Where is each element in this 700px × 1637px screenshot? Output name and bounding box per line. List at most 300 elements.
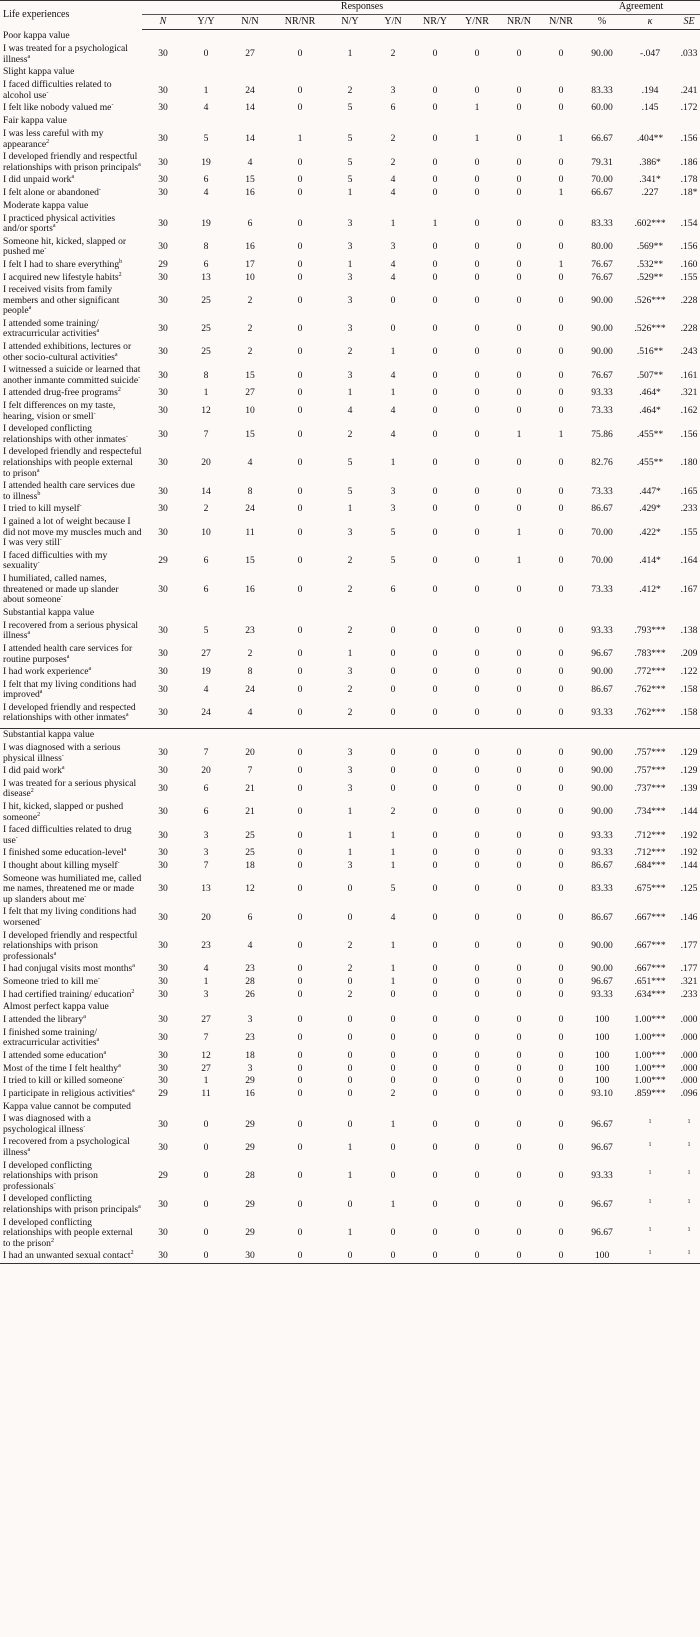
table-cell: 2 xyxy=(390,133,396,145)
table-cell: 0 xyxy=(558,648,564,660)
table-cell: .158 xyxy=(680,707,698,719)
experience-label xyxy=(0,259,142,272)
experience-label xyxy=(0,387,142,400)
table-cell: 0 xyxy=(516,174,522,186)
table-row xyxy=(0,102,700,115)
table-cell: 0 xyxy=(474,156,480,168)
table-cell xyxy=(678,1113,700,1136)
table-cell: 0 xyxy=(297,186,303,198)
table-cell: 3 xyxy=(390,84,396,96)
experience-text: I developed friendly and respectful relationships with prison professionals xyxy=(3,929,138,962)
table-cell: 0 xyxy=(297,405,303,417)
kappa-section-row xyxy=(0,607,700,620)
table-cell: 0 xyxy=(297,783,303,795)
table-cell: 29 xyxy=(245,1227,255,1239)
table-cell: 0 xyxy=(516,1170,522,1182)
table-row xyxy=(0,1160,700,1194)
table-cell: 0 xyxy=(558,806,564,818)
column-header: NR/NR xyxy=(272,15,328,30)
table-cell: 6 xyxy=(203,583,209,595)
table-cell: 4 xyxy=(390,258,396,270)
footnote-marker: a xyxy=(88,665,92,672)
table-cell: 0 xyxy=(297,457,303,469)
table-cell: 13 xyxy=(201,271,211,283)
table-cell: 10 xyxy=(201,526,211,538)
table-cell: 4 xyxy=(347,405,353,417)
table-cell: 0 xyxy=(516,387,522,399)
table-cell: 6 xyxy=(390,102,396,114)
table-cell: 0 xyxy=(432,1087,438,1099)
table-cell: 6 xyxy=(247,217,253,229)
table-cell: 3 xyxy=(390,503,396,515)
table-cell: 0 xyxy=(432,940,438,952)
experience-text: Someone hit, kicked, slapped or pushed me xyxy=(3,235,127,258)
table-cell: 2 xyxy=(203,503,209,515)
table-cell: 0 xyxy=(390,1227,396,1239)
table-cell: 0 xyxy=(390,684,396,696)
table-cell: 0 xyxy=(390,648,396,660)
table-cell: 0 xyxy=(347,1049,353,1061)
table-cell: .734*** xyxy=(634,806,666,818)
experience-label xyxy=(0,1136,142,1159)
table-cell: 0 xyxy=(516,133,522,145)
footnote-marker: - xyxy=(59,536,62,543)
table-cell: .684*** xyxy=(634,860,666,872)
table-cell: 1 xyxy=(558,258,564,270)
table-cell: 0 xyxy=(474,1087,480,1099)
table-cell: .177 xyxy=(680,963,698,975)
footnote-marker: 1 xyxy=(687,1250,691,1257)
table-cell: 30 xyxy=(158,457,168,469)
table-cell: 6 xyxy=(203,174,209,186)
table-cell: .146 xyxy=(680,911,698,923)
table-cell: 0 xyxy=(347,1118,353,1130)
table-cell: 29 xyxy=(158,1087,168,1099)
section-label: Moderate kappa value xyxy=(3,199,89,211)
footnote-marker: a xyxy=(36,467,40,474)
table-cell: 8 xyxy=(203,241,209,253)
table-cell: .526*** xyxy=(634,323,666,335)
table-cell: 0 xyxy=(432,847,438,859)
table-cell: 30 xyxy=(158,1014,168,1026)
footnote-marker: a xyxy=(27,1146,31,1153)
table-cell: 25 xyxy=(201,323,211,335)
table-cell: 0 xyxy=(474,975,480,987)
table-cell: 0 xyxy=(474,555,480,567)
table-cell: .602*** xyxy=(634,217,666,229)
table-cell: 86.67 xyxy=(591,684,613,696)
table-cell: .178 xyxy=(680,174,698,186)
footnote-marker: - xyxy=(111,102,114,109)
table-cell: -.047 xyxy=(640,48,661,60)
table-cell: 0 xyxy=(297,684,303,696)
table-cell: .243 xyxy=(680,346,698,358)
table-cell: 0 xyxy=(516,806,522,818)
table-cell: 0 xyxy=(558,346,564,358)
table-cell: 90.00 xyxy=(591,765,613,777)
table-cell: .412* xyxy=(639,583,661,595)
table-cell: 16 xyxy=(245,583,255,595)
table-cell: 8 xyxy=(203,369,209,381)
footnote-marker: a xyxy=(27,630,31,637)
table-row xyxy=(0,1027,700,1050)
table-cell: 12 xyxy=(245,883,255,895)
table-cell: 0 xyxy=(297,806,303,818)
table-cell: 0 xyxy=(203,1141,209,1153)
experience-text: I was treated for a serious physical disease xyxy=(3,777,137,800)
table-cell: 30 xyxy=(158,1227,168,1239)
table-cell: 76.67 xyxy=(591,369,613,381)
footnote-marker: - xyxy=(93,410,96,417)
table-row xyxy=(0,1250,700,1263)
table-cell: 3 xyxy=(347,860,353,872)
table-cell: 4 xyxy=(390,271,396,283)
experience-text: I felt like nobody valued me xyxy=(3,102,112,114)
experience-text: I felt that my living conditions had worsened xyxy=(3,906,137,928)
table-cell: 0 xyxy=(347,911,353,923)
experience-label xyxy=(0,503,142,516)
table-cell: .532** xyxy=(636,258,664,270)
table-cell: 5 xyxy=(347,174,353,186)
table-row xyxy=(0,387,700,400)
table-cell: 6 xyxy=(203,555,209,567)
table-cell: 70.00 xyxy=(591,174,613,186)
table-cell: 0 xyxy=(558,829,564,841)
table-row xyxy=(0,679,700,702)
footnote-marker: a xyxy=(27,53,31,60)
table-cell: 6 xyxy=(203,806,209,818)
table-cell: 23 xyxy=(245,625,255,637)
table-row xyxy=(0,516,700,550)
experience-text: I faced difficulties with my sexuality xyxy=(3,549,108,572)
table-cell: 90.00 xyxy=(591,747,613,759)
table-cell: .793*** xyxy=(634,625,666,637)
table-cell: 0 xyxy=(297,747,303,759)
table-cell: .209 xyxy=(680,648,698,660)
table-cell: .455** xyxy=(636,428,664,440)
table-cell: 0 xyxy=(516,369,522,381)
table-cell: 4 xyxy=(203,684,209,696)
table-cell: 3 xyxy=(347,783,353,795)
experience-label xyxy=(0,643,142,666)
table-cell: 0 xyxy=(390,988,396,1000)
table-cell: .144 xyxy=(680,806,698,818)
footnote-marker: - xyxy=(61,752,64,759)
table-cell: .447* xyxy=(639,485,661,497)
experience-text: I practiced physical activities and/or sports xyxy=(3,212,116,235)
table-cell: .155 xyxy=(680,526,698,538)
footnote-marker: a xyxy=(114,351,118,358)
table-cell: 0 xyxy=(516,684,522,696)
table-cell: .675*** xyxy=(634,883,666,895)
footnote-marker: 1 xyxy=(648,1141,652,1148)
table-cell: 0 xyxy=(474,747,480,759)
footnote-marker: - xyxy=(44,246,47,253)
table-row xyxy=(0,1088,700,1101)
table-cell: 0 xyxy=(474,1141,480,1153)
table-cell: 6 xyxy=(390,583,396,595)
table-cell: 0 xyxy=(297,1118,303,1130)
experience-label xyxy=(0,963,142,976)
table-cell: 27 xyxy=(245,387,255,399)
table-cell xyxy=(622,1193,678,1216)
kappa-section-row xyxy=(0,200,700,213)
experience-text: I had conjugal visits most months xyxy=(3,963,133,975)
table-cell: 30 xyxy=(158,186,168,198)
table-cell: 0 xyxy=(297,217,303,229)
footnote-marker: 1 xyxy=(687,1227,691,1234)
table-cell: 2 xyxy=(247,294,253,306)
table-cell: 0 xyxy=(390,666,396,678)
column-header: SE xyxy=(678,15,700,30)
table-cell: 0 xyxy=(297,648,303,660)
table-cell: 2 xyxy=(347,346,353,358)
table-cell: 93.33 xyxy=(591,1170,613,1182)
table-cell: 30 xyxy=(158,707,168,719)
table-cell: 96.67 xyxy=(591,1198,613,1210)
table-cell: 0 xyxy=(516,707,522,719)
table-cell: 0 xyxy=(516,457,522,469)
table-cell: 0 xyxy=(203,1118,209,1130)
experience-label xyxy=(0,1088,142,1101)
table-cell xyxy=(678,1136,700,1159)
table-cell: 2 xyxy=(347,684,353,696)
table-cell: 30 xyxy=(158,48,168,60)
table-cell: 5 xyxy=(347,133,353,145)
experience-label xyxy=(0,702,142,725)
table-cell: 0 xyxy=(432,783,438,795)
table-cell: 0 xyxy=(474,457,480,469)
experience-text: I tried to kill or killed someone xyxy=(3,1075,123,1087)
table-cell: .321 xyxy=(680,975,698,987)
footnote-marker: a xyxy=(138,1203,141,1210)
table-cell: .762*** xyxy=(634,684,666,696)
table-cell: .000 xyxy=(680,1049,698,1061)
table-cell: 27 xyxy=(201,648,211,660)
table-cell: .516** xyxy=(636,346,664,358)
table-cell: 0 xyxy=(516,1227,522,1239)
table-cell: 0 xyxy=(516,186,522,198)
table-cell: 30 xyxy=(158,369,168,381)
table-cell: 0 xyxy=(297,1014,303,1026)
table-cell: 0 xyxy=(432,1049,438,1061)
table-cell: 0 xyxy=(432,84,438,96)
experience-label xyxy=(0,573,142,607)
table-row xyxy=(0,873,700,907)
table-cell: 30 xyxy=(158,1062,168,1074)
table-cell: 13 xyxy=(201,883,211,895)
experience-text: I witnessed a suicide or learned that another inmante committed suicide xyxy=(3,364,141,386)
experience-label xyxy=(0,930,142,964)
table-cell: 0 xyxy=(558,765,564,777)
table-cell: 1 xyxy=(558,133,564,145)
experience-text: I was treated for a psychological illness xyxy=(3,43,128,65)
table-cell: 30 xyxy=(158,648,168,660)
table-cell: .033 xyxy=(680,48,698,60)
table-row xyxy=(0,765,700,778)
table-cell: 0 xyxy=(474,485,480,497)
table-cell: 21 xyxy=(245,806,255,818)
table-cell: 3 xyxy=(347,747,353,759)
table-cell: 0 xyxy=(558,684,564,696)
table-cell: 1 xyxy=(347,1227,353,1239)
table-cell: 30 xyxy=(158,1032,168,1044)
table-cell: 0 xyxy=(297,555,303,567)
experience-text: I had an unwanted sexual contact xyxy=(3,1250,131,1262)
table-cell: 0 xyxy=(558,1170,564,1182)
table-cell: 27 xyxy=(201,1062,211,1074)
table-cell: 0 xyxy=(456,1250,498,1263)
table-cell: 0 xyxy=(297,294,303,306)
table-cell: 0 xyxy=(390,783,396,795)
table-cell: 12 xyxy=(201,405,211,417)
table-cell: 1 xyxy=(347,829,353,841)
table-cell: 1 xyxy=(203,387,209,399)
experience-text: I felt alone or abandoned xyxy=(3,186,99,198)
experience-text: I developed conflicting relationships with people external to the prison xyxy=(3,1216,133,1249)
table-cell: 0 xyxy=(558,555,564,567)
experience-label xyxy=(0,174,142,187)
table-cell: 0 xyxy=(297,765,303,777)
experience-label xyxy=(0,620,142,643)
table-cell: 1 xyxy=(390,975,396,987)
table-cell: 30 xyxy=(158,1118,168,1130)
table-row xyxy=(0,847,700,860)
table-cell: .404** xyxy=(636,133,664,145)
column-header: Y/N xyxy=(372,15,414,30)
table-cell: 7 xyxy=(247,765,253,777)
table-cell: .772*** xyxy=(634,666,666,678)
table-cell: 0 xyxy=(432,428,438,440)
table-cell: 25 xyxy=(201,346,211,358)
kappa-section-row xyxy=(0,1100,700,1113)
table-cell: 0 xyxy=(390,294,396,306)
table-cell: .757*** xyxy=(634,765,666,777)
table-row xyxy=(0,1014,700,1027)
table-cell: 1 xyxy=(390,860,396,872)
table-cell: 28 xyxy=(245,1170,255,1182)
table-cell: 15 xyxy=(245,555,255,567)
table-cell: 0 xyxy=(474,405,480,417)
table-cell: 0 xyxy=(516,84,522,96)
table-cell: 0 xyxy=(558,48,564,60)
table-row xyxy=(0,284,700,318)
experience-label xyxy=(0,341,142,364)
table-cell: 0 xyxy=(474,369,480,381)
experience-label xyxy=(0,1193,142,1216)
table-cell: 25 xyxy=(245,829,255,841)
table-cell: 30 xyxy=(228,1250,272,1263)
table-cell: 0 xyxy=(558,217,564,229)
footnote-marker: a xyxy=(125,712,129,719)
section-label: Substantial kappa value xyxy=(3,606,95,618)
table-cell: 7 xyxy=(203,860,209,872)
footnote-marker: - xyxy=(79,503,82,510)
table-cell: 0 xyxy=(558,174,564,186)
table-cell: 27 xyxy=(245,48,255,60)
column-header: N/N xyxy=(228,15,272,30)
table-cell: 1 xyxy=(347,387,353,399)
experience-text: I gained a lot of weight because I did not move my muscles much and I was very still xyxy=(3,515,142,549)
table-cell: 30 xyxy=(158,1141,168,1153)
table-row xyxy=(0,1063,700,1076)
table-cell: .737*** xyxy=(634,783,666,795)
table-row xyxy=(0,976,700,989)
table-cell: 30 xyxy=(158,747,168,759)
column-header: Y/NR xyxy=(456,15,498,30)
table-cell: .18* xyxy=(680,186,698,198)
table-cell: 0 xyxy=(297,271,303,283)
table-cell: 0 xyxy=(432,1227,438,1239)
table-cell: 0 xyxy=(432,457,438,469)
footnote-marker: - xyxy=(39,916,42,923)
experience-text: I faced difficulties related to drug use xyxy=(3,824,132,846)
table-cell: 0 xyxy=(297,847,303,859)
table-cell: 0 xyxy=(297,883,303,895)
experience-label xyxy=(0,446,142,480)
table-cell: .194 xyxy=(641,84,659,96)
table-cell: .000 xyxy=(680,1062,698,1074)
table-cell: 93.33 xyxy=(591,387,613,399)
table-cell: 0 xyxy=(474,217,480,229)
table-cell: 0 xyxy=(297,1062,303,1074)
footnote-marker: 1 xyxy=(648,1227,652,1234)
table-cell: 0 xyxy=(474,503,480,515)
table-cell: 0 xyxy=(474,666,480,678)
table-cell: 1 xyxy=(390,963,396,975)
table-cell: 0 xyxy=(558,485,564,497)
table-cell: 0 xyxy=(432,707,438,719)
table-cell: 0 xyxy=(297,1227,303,1239)
kappa-section-row xyxy=(0,729,700,743)
table-cell: 3 xyxy=(247,1014,253,1026)
table-cell: 0 xyxy=(558,84,564,96)
table-cell: 3 xyxy=(203,847,209,859)
table-cell: 0 xyxy=(272,1250,328,1263)
experience-text: Someone was humiliated me, called me names, threatened me or made up slanders about me xyxy=(3,872,142,905)
table-cell: 0 xyxy=(516,271,522,283)
table-cell: .138 xyxy=(680,625,698,637)
table-cell: 90.00 xyxy=(591,294,613,306)
experience-text: I humiliated, called names, threatened or made up slander about someone xyxy=(3,572,119,606)
table-cell: 0 xyxy=(297,1075,303,1087)
experience-text: I developed friendly and respectful relationships with prison principals xyxy=(3,151,139,173)
table-cell: 29 xyxy=(158,555,168,567)
table-cell: 86.67 xyxy=(591,911,613,923)
table-cell: 30 xyxy=(158,294,168,306)
table-cell: 1.00*** xyxy=(634,1014,666,1026)
table-cell: 10 xyxy=(245,271,255,283)
table-row xyxy=(0,702,700,725)
table-cell: 0 xyxy=(297,1141,303,1153)
experience-label xyxy=(0,151,142,174)
section-label: Fair kappa value xyxy=(3,115,67,127)
table-cell: .712*** xyxy=(634,829,666,841)
table-cell: 93.33 xyxy=(591,707,613,719)
table-cell: 0 xyxy=(474,940,480,952)
table-cell xyxy=(678,1160,700,1194)
table-cell: 0 xyxy=(297,1087,303,1099)
table-cell: 0 xyxy=(432,765,438,777)
table-cell: 30 xyxy=(158,1075,168,1087)
table-cell: 3 xyxy=(347,241,353,253)
experience-label xyxy=(0,550,142,573)
table-cell: .129 xyxy=(680,765,698,777)
table-cell: 4 xyxy=(247,457,253,469)
table-cell: .757*** xyxy=(634,747,666,759)
table-cell: 0 xyxy=(432,387,438,399)
table-cell xyxy=(622,1250,678,1263)
